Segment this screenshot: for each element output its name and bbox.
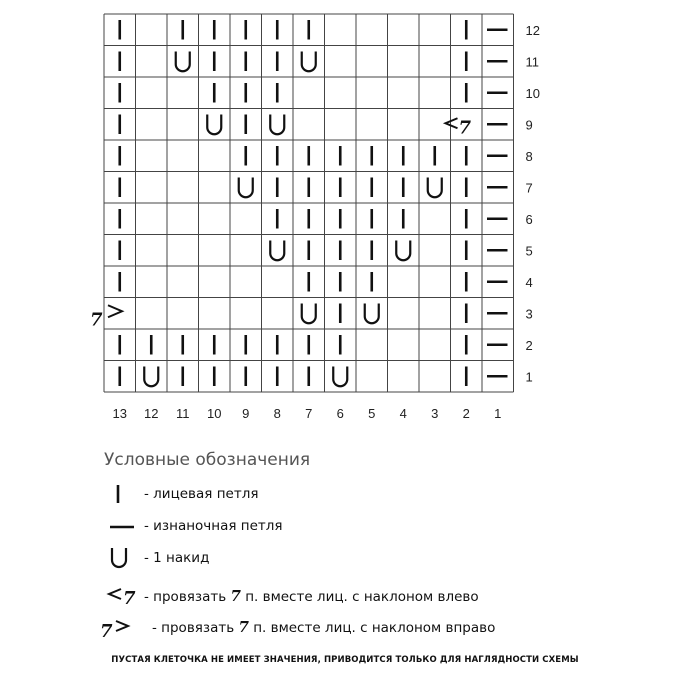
yarnover-stitch xyxy=(270,115,284,135)
legend-text: - 1 накид xyxy=(144,550,210,566)
row-label: 5 xyxy=(525,243,533,259)
k7tog-left-count: 7 xyxy=(458,117,472,139)
column-label: 9 xyxy=(242,406,250,421)
yarnover-stitch xyxy=(396,241,410,261)
svg-text:7: 7 xyxy=(100,621,113,642)
column-label: 7 xyxy=(305,406,313,421)
yarnover-stitch xyxy=(428,178,442,198)
yarnover-stitch xyxy=(270,241,284,261)
yarnover-stitch xyxy=(239,178,253,198)
yarnover-symbol-icon xyxy=(104,546,144,570)
legend-item-k7tog-left xyxy=(104,584,479,608)
row-label: 8 xyxy=(525,148,533,164)
k7tog-left-arrow xyxy=(446,118,458,128)
k7tog-right-count: 7 xyxy=(90,309,103,331)
legend-item-knit xyxy=(104,482,258,506)
yarnover-stitch xyxy=(302,52,316,72)
legend-item-k7tog-right xyxy=(100,615,496,642)
row-label: 7 xyxy=(525,180,533,196)
column-numbers xyxy=(113,406,502,421)
legend-text: - изнаночная петля xyxy=(144,518,283,534)
column-label: 8 xyxy=(273,406,281,421)
legend-item-purl xyxy=(104,514,283,538)
column-label: 13 xyxy=(112,406,127,421)
row-numbers xyxy=(526,23,540,385)
footnote: ПУСТАЯ КЛЕТОЧКА НЕ ИМЕЕТ ЗНАЧЕНИЯ, ПРИВОДИТСЯ ТОЛЬКО ДЛЯ НАГЛЯДНОСТИ СХЕМЫ xyxy=(111,655,579,665)
legend-item-yarnover xyxy=(104,546,209,570)
yarnover-stitch xyxy=(207,115,221,135)
k7tog-right-arrow xyxy=(108,305,122,317)
yarnover-stitch xyxy=(144,367,158,387)
row-label: 2 xyxy=(525,337,533,353)
column-label: 2 xyxy=(462,406,470,421)
column-label: 11 xyxy=(176,406,190,421)
row-label: 9 xyxy=(525,117,533,133)
column-label: 5 xyxy=(368,406,376,421)
yarnover-stitch xyxy=(333,367,347,387)
column-label: 10 xyxy=(207,406,222,421)
column-label: 4 xyxy=(399,406,407,421)
knit-symbol-icon xyxy=(104,482,144,506)
legend-title: Условные обозначения xyxy=(104,450,311,470)
purl-symbol-icon xyxy=(104,514,144,538)
legend-text: - провязать 7 п. вместе лиц. с наклоном вправо xyxy=(152,618,496,636)
yarnover-stitch xyxy=(176,52,190,72)
svg-text:7: 7 xyxy=(123,588,136,609)
row-label: 11 xyxy=(525,54,539,70)
k7tog-right-symbol-icon xyxy=(100,615,144,642)
row-label: 12 xyxy=(525,22,540,38)
column-label: 12 xyxy=(144,406,159,421)
yarnover-stitch xyxy=(302,304,316,324)
row-label: 3 xyxy=(525,306,533,322)
column-label: 1 xyxy=(494,406,502,421)
row-label: 10 xyxy=(525,85,540,101)
legend-text: - лицевая петля xyxy=(144,486,259,502)
yarnover-stitch xyxy=(365,304,379,324)
column-label: 6 xyxy=(336,406,344,421)
row-label: 1 xyxy=(525,369,533,385)
row-label: 4 xyxy=(525,274,533,290)
legend-text: - провязать 7 п. вместе лиц. с наклоном влево xyxy=(144,587,479,605)
k7tog-left-symbol-icon xyxy=(104,584,144,608)
column-label: 3 xyxy=(431,406,439,421)
row-label: 6 xyxy=(525,211,533,227)
